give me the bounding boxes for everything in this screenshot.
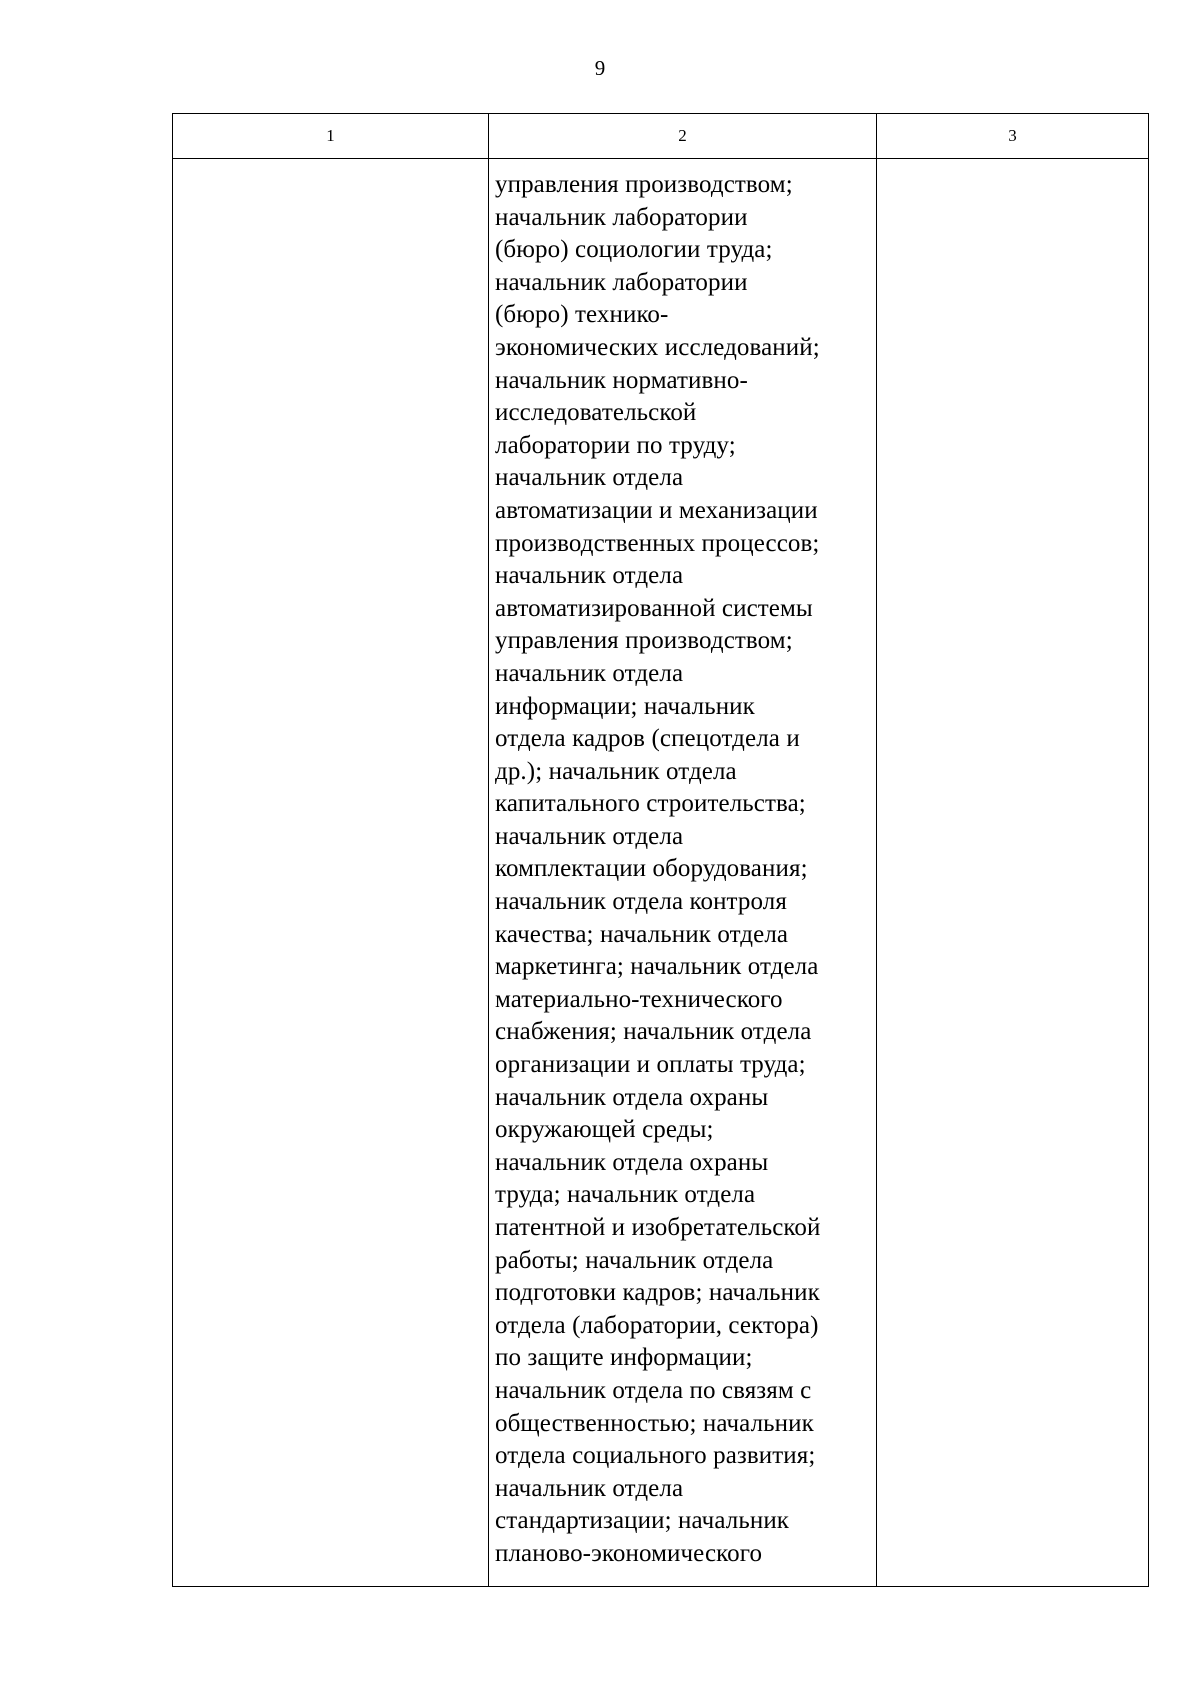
text-line: начальник лаборатории — [495, 268, 748, 296]
table-header-row — [173, 114, 1149, 159]
text-line: начальник отдела — [495, 1474, 684, 1502]
text-line: общественностью; начальник — [495, 1409, 814, 1437]
body-cell-2 — [489, 159, 877, 1587]
text-line: лаборатории по труду; — [495, 431, 736, 459]
text-line: информации; начальник — [495, 692, 755, 720]
text-line: управления производством; — [495, 171, 793, 198]
text-line: производственных процессов; — [495, 529, 820, 557]
text-line: начальник лаборатории — [495, 203, 748, 231]
header-cell-1: 1 — [173, 114, 489, 159]
text-line: работы; начальник отдела — [495, 1246, 774, 1274]
text-line: (бюро) социологии труда; — [495, 236, 773, 264]
text-line: начальник отдела по связям с — [495, 1376, 812, 1404]
header-cell-3: 3 — [877, 114, 1149, 159]
body-cell-1 — [173, 159, 489, 1587]
text-line: (бюро) технико- — [495, 301, 669, 329]
text-line: патентной и изобретательской — [495, 1214, 821, 1241]
text-line: по защите информации; — [495, 1344, 753, 1372]
text-line: капитального строительства; — [495, 790, 806, 818]
text-line: отдела кадров (спецотдела и — [495, 725, 800, 753]
table-body-row — [173, 159, 1149, 1587]
text-line: организации и оплаты труда; — [495, 1051, 806, 1079]
text-line: стандартизации; начальник — [495, 1507, 790, 1535]
text-line: начальник отдела — [495, 822, 684, 850]
text-line: материально-технического — [495, 985, 783, 1013]
text-line: начальник отдела охраны — [495, 1148, 769, 1176]
text-line: начальник нормативно- — [495, 366, 748, 394]
text-line: начальник отдела контроля — [495, 888, 787, 916]
text-line: начальник отдела охраны — [495, 1083, 769, 1111]
text-line: окружающей среды; — [495, 1116, 714, 1144]
text-line: планово-экономического — [495, 1539, 763, 1567]
text-line: отдела социального развития; — [495, 1442, 816, 1470]
text-line: начальник отдела — [495, 659, 684, 687]
positions-table — [172, 113, 1149, 1587]
text-line: маркетинга; начальник отдела — [495, 953, 819, 981]
text-line: экономических исследований; — [495, 333, 820, 361]
text-line: начальник отдела — [495, 464, 684, 492]
text-line: автоматизации и механизации — [495, 496, 818, 524]
text-line: подготовки кадров; начальник — [495, 1279, 820, 1307]
text-line: автоматизированной системы — [495, 594, 813, 622]
text-line: исследовательской — [495, 399, 697, 427]
text-line: снабжения; начальник отдела — [495, 1018, 812, 1046]
text-line: качества; начальник отдела — [495, 920, 789, 948]
body-cell-3 — [877, 159, 1149, 1587]
text-line: труда; начальник отдела — [495, 1181, 756, 1209]
text-line: управления производством; — [495, 627, 793, 655]
text-line: комплектации оборудования; — [495, 855, 808, 883]
position-list-text — [489, 159, 876, 1571]
text-line: начальник отдела — [495, 562, 684, 590]
text-line: др.); начальник отдела — [495, 757, 737, 785]
header-cell-2: 2 — [489, 114, 877, 159]
text-line: отдела (лаборатории, сектора) — [495, 1311, 819, 1339]
page-number: 9 — [594, 56, 606, 80]
